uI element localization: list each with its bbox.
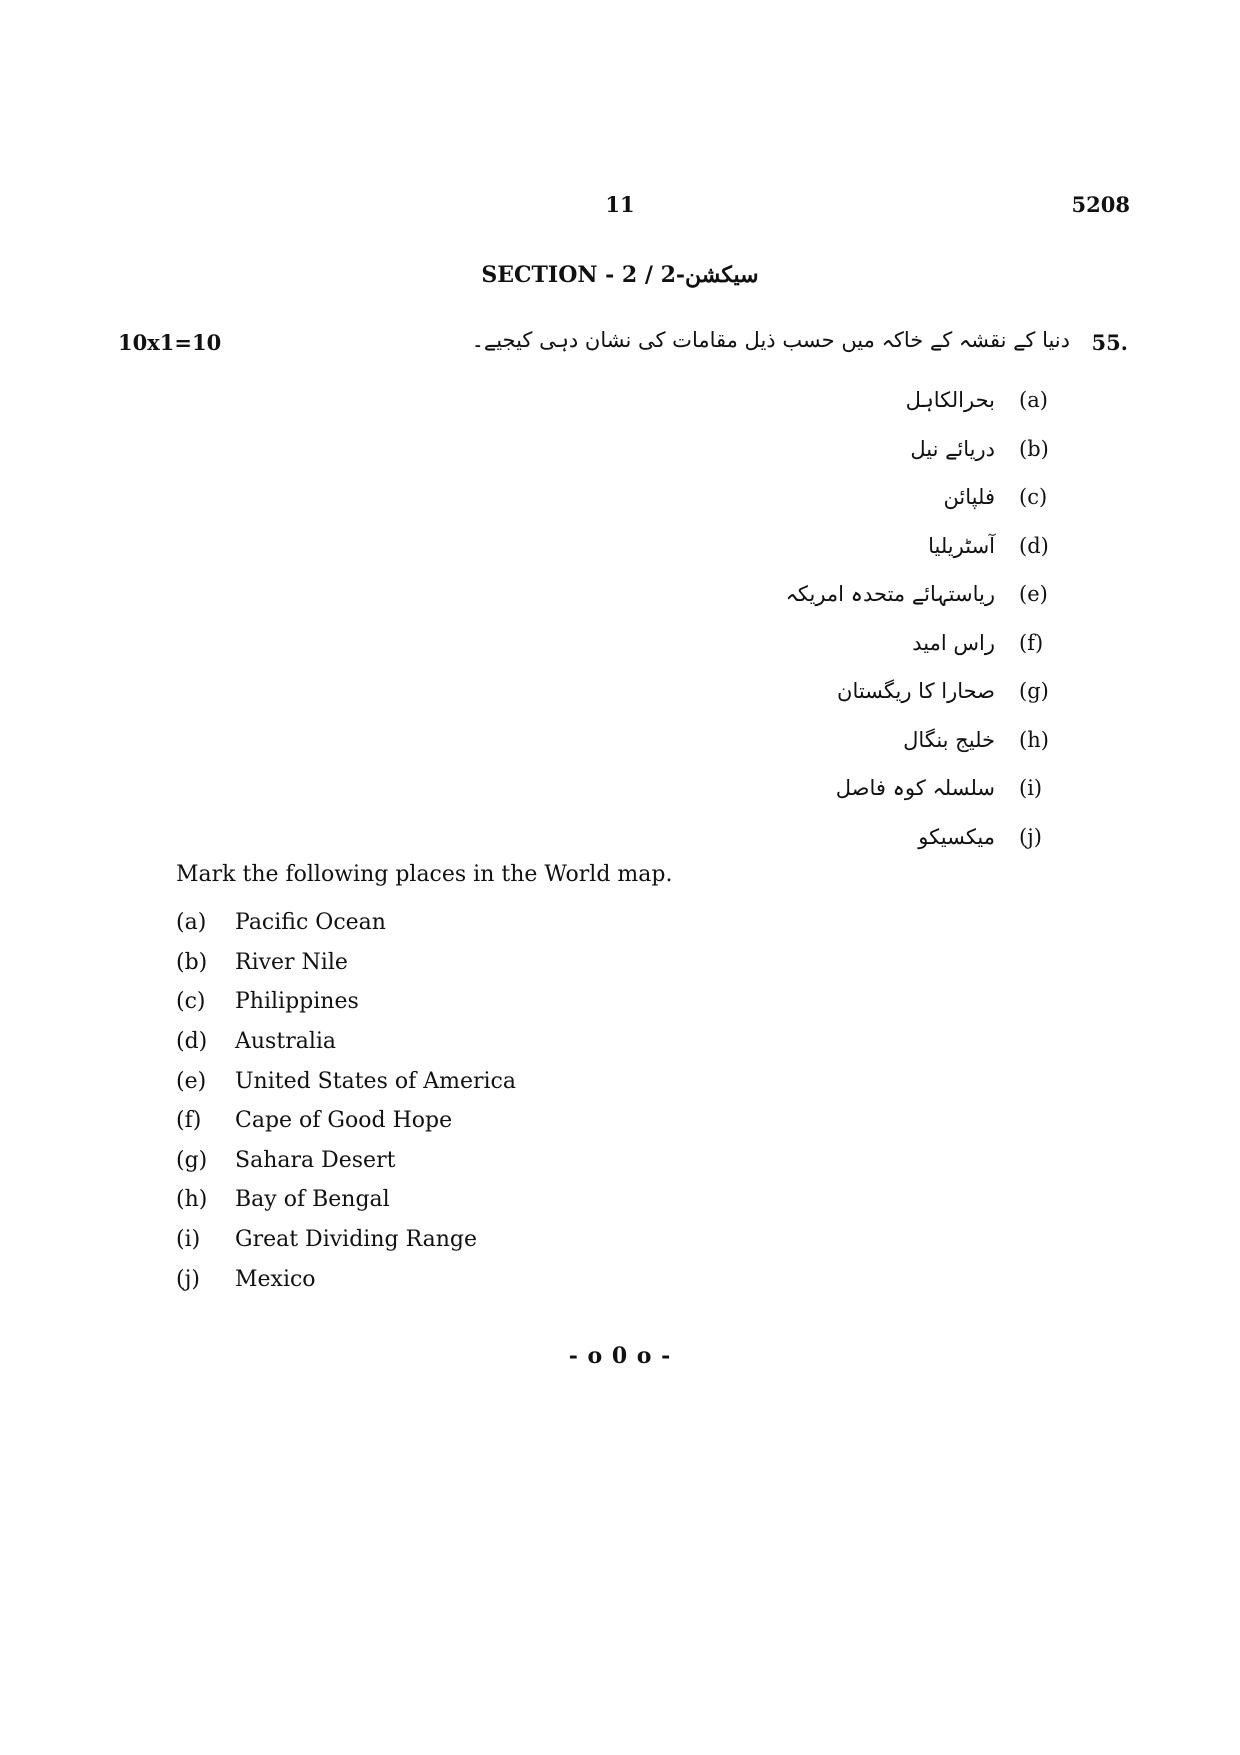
urdu-place-name: میکسیکو [918,824,995,849]
item-marker: (h) [176,1187,208,1213]
urdu-list-item [565,522,1065,571]
english-place-name: Mexico [235,1266,316,1292]
item-marker: (a) [1019,388,1048,413]
urdu-list-item [565,473,1065,522]
item-marker: (g) [1019,679,1049,704]
item-marker: (e) [176,1068,207,1094]
english-list-item [176,1259,516,1299]
english-list-item [176,982,516,1022]
urdu-list-item [565,376,1065,425]
urdu-place-name: راس امید [912,630,995,655]
urdu-place-name: بحرالکاہل [905,388,995,413]
item-marker: (i) [176,1227,201,1253]
urdu-place-name: خلیج بنگال [903,727,995,752]
english-list-item [176,1061,516,1101]
item-marker: (d) [1019,533,1049,558]
page-number: 11 [605,192,635,217]
item-marker: (b) [1019,436,1049,461]
urdu-place-name: صحارا کا ریگستان [837,679,995,704]
item-marker: (e) [1019,582,1048,607]
english-list-item [176,1141,516,1181]
english-place-name: Australia [235,1029,337,1055]
english-list-item [176,903,516,943]
urdu-place-name: آسٹریلیا [928,533,995,558]
section-heading [0,262,1240,288]
urdu-place-list [565,376,1065,861]
english-place-name: Great Dividing Range [235,1227,478,1253]
english-place-name: Pacific Ocean [235,910,386,936]
item-marker: (f) [1019,630,1044,655]
item-marker: (f) [176,1108,202,1134]
urdu-list-item [565,619,1065,668]
urdu-instruction: دنیا کے نقشہ کے خاکہ میں حسب ذیل مقامات کی نشان دہی کیجیے۔ [471,328,1070,352]
item-marker: (a) [176,910,207,936]
end-of-paper-mark: - o 0 o - [568,1343,672,1369]
urdu-list-item [565,425,1065,474]
english-place-name: Sahara Desert [235,1147,396,1173]
section-heading-english: SECTION - 2 / 2- [481,262,686,288]
urdu-list-item [565,764,1065,813]
item-marker: (b) [176,949,208,975]
urdu-place-name: دریائے نیل [910,436,995,461]
item-marker: (c) [1019,485,1048,510]
question-marks: 10x1=10 [118,330,222,355]
item-marker: (j) [1019,824,1042,849]
question-number: 55. [1091,330,1128,355]
urdu-place-name: ریاستہائے متحدہ امریکہ [785,582,995,607]
item-marker: (d) [176,1029,208,1055]
section-heading-urdu: سیکشن [685,262,759,288]
item-marker: (h) [1019,727,1049,752]
english-place-name: River Nile [235,949,348,975]
english-list-item [176,1101,516,1141]
english-place-name: United States of America [235,1068,516,1094]
urdu-place-name: فلپائن [943,485,995,510]
urdu-place-name: سلسلہ کوہ فاصل [835,776,995,801]
urdu-list-item [565,716,1065,765]
english-list-item [176,1220,516,1260]
urdu-list-item [565,813,1065,862]
english-list-item [176,943,516,983]
paper-code: 5208 [1071,192,1130,217]
item-marker: (g) [176,1147,208,1173]
urdu-list-item [565,667,1065,716]
english-place-name: Cape of Good Hope [235,1108,453,1134]
item-marker: (i) [1019,776,1043,801]
english-place-name: Philippines [235,989,359,1015]
english-instruction: Mark the following places in the World map. [176,862,673,887]
english-list-item [176,1022,516,1062]
english-place-list [176,903,516,1299]
urdu-list-item [565,570,1065,619]
english-place-name: Bay of Bengal [235,1187,390,1213]
item-marker: (j) [176,1266,200,1292]
english-list-item [176,1180,516,1220]
item-marker: (c) [176,989,206,1015]
